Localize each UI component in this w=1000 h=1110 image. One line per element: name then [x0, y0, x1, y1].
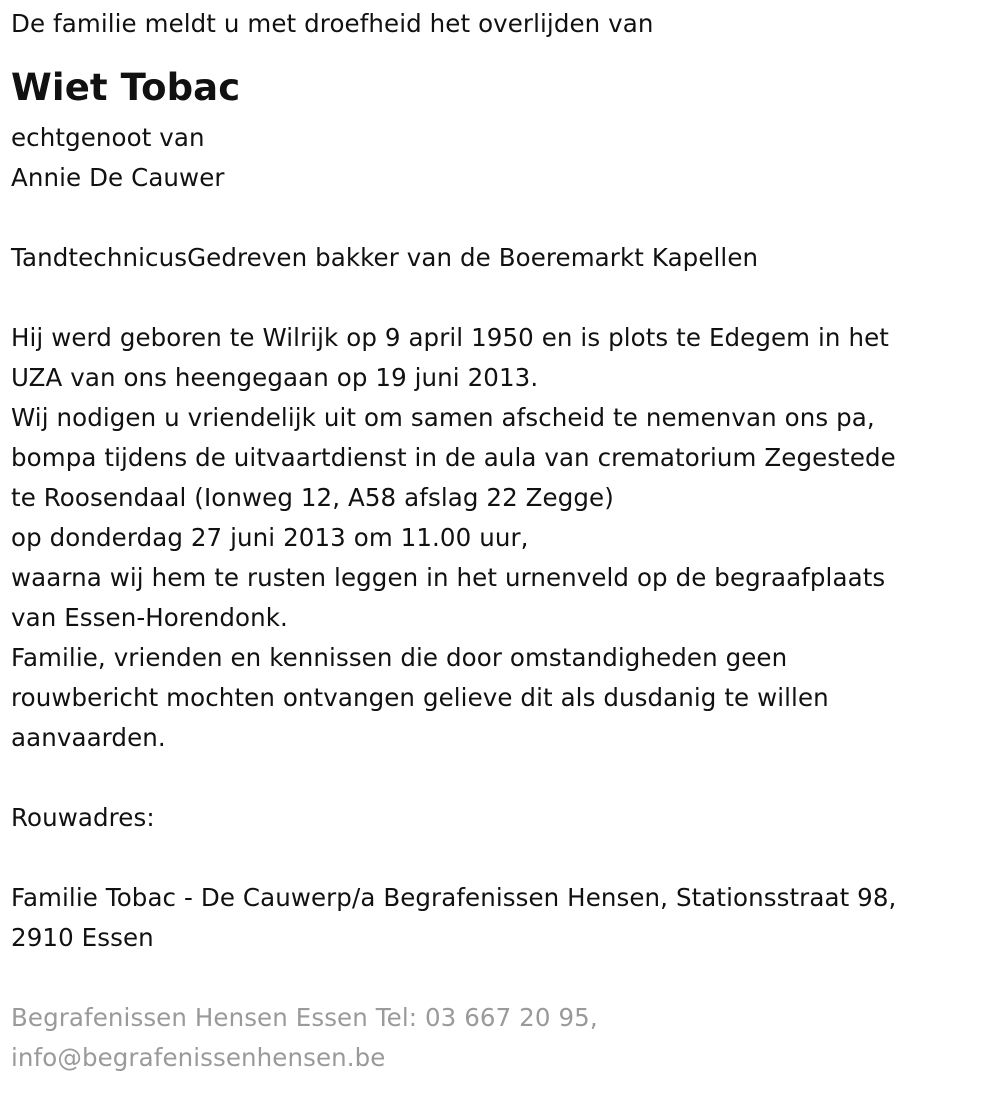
body-line: bompa tijdens de uitvaartdienst in de aula van crematorium Zegestede	[11, 443, 896, 472]
body-line: waarna wij hem te rusten leggen in het urnenveld op de begraafplaats	[11, 563, 886, 592]
body-line: te Roosendaal (Ionweg 12, A58 afslag 22 Zegge)	[11, 483, 614, 512]
spouse-label: echtgenoot van	[11, 123, 205, 152]
spouse-name: Annie De Cauwer	[11, 163, 225, 192]
profession-text: TandtechnicusGedreven bakker van de Boeremarkt Kapellen	[11, 243, 759, 272]
address-line: 2910 Essen	[11, 923, 154, 952]
address-line: Familie Tobac - De Cauwerp/a Begrafenissen Hensen, Stationsstraat 98,	[11, 883, 897, 912]
intro-text: De familie meldt u met droefheid het overlijden van	[11, 9, 654, 38]
body-line: Wij nodigen u vriendelijk uit om samen afscheid te nemenvan ons pa,	[11, 403, 875, 432]
spacer	[11, 758, 990, 798]
body-line: van Essen-Horendonk.	[11, 603, 288, 632]
body-line: rouwbericht mochten ontvangen gelieve dit als dusdanig te willen	[11, 683, 829, 712]
body-line: Familie, vrienden en kennissen die door omstandigheden geen	[11, 643, 788, 672]
spacer	[11, 958, 990, 998]
body-text	[11, 318, 990, 758]
spacer	[11, 198, 990, 238]
funeral-home-footer	[11, 998, 990, 1078]
spacer	[11, 278, 990, 318]
body-line: aanvaarden.	[11, 723, 166, 752]
spacer	[11, 838, 990, 878]
body-line: op donderdag 27 juni 2013 om 11.00 uur,	[11, 523, 529, 552]
address-block	[11, 878, 990, 958]
footer-email-line: info@begrafenissenhensen.be	[11, 1043, 386, 1072]
deceased-name: Wiet Tobac	[11, 66, 241, 109]
body-line: UZA van ons heengegaan op 19 juni 2013.	[11, 363, 539, 392]
body-line: Hij werd geboren te Wilrijk op 9 april 1950 en is plots te Edegem in het	[11, 323, 889, 352]
address-label: Rouwadres:	[11, 803, 155, 832]
footer-phone-line: Begrafenissen Hensen Essen Tel: 03 667 20 95,	[11, 1003, 598, 1032]
